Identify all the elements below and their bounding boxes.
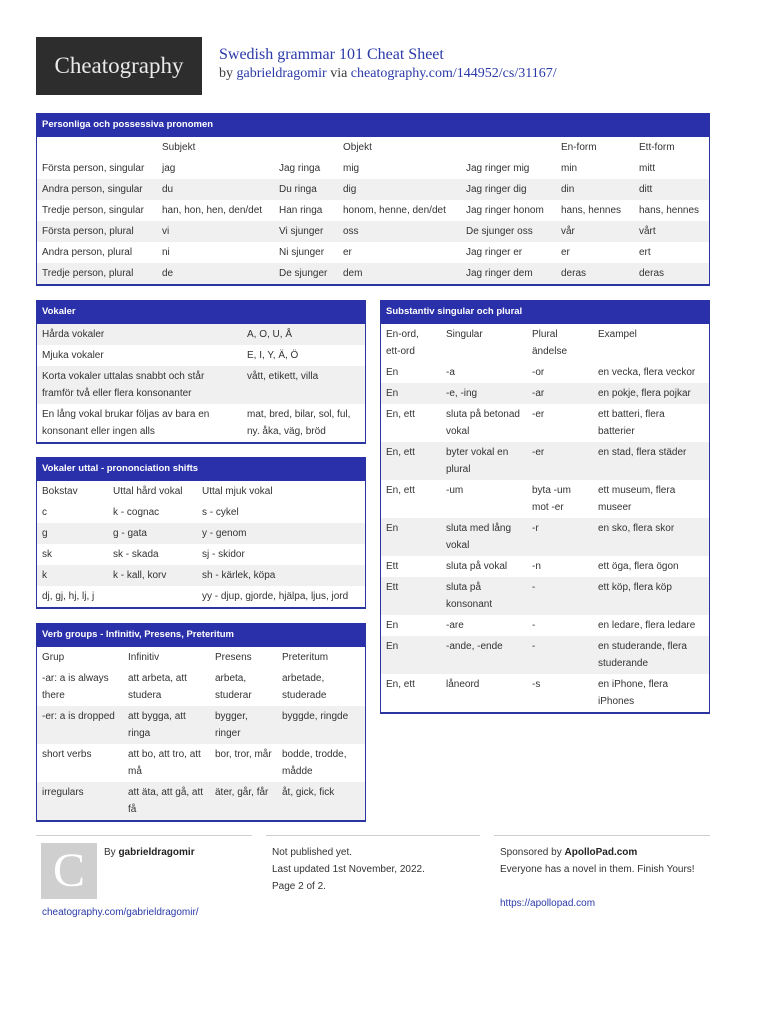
pronouns-table (37, 137, 709, 284)
table-row (381, 442, 709, 480)
table-row (37, 324, 365, 345)
table-cell: g (37, 523, 108, 544)
table-cell: En lång vokal brukar följas av bara en konsonant eller ingen alls (42, 409, 210, 437)
table-row (37, 744, 365, 782)
table-cell: s - cykel (202, 507, 239, 518)
footer-page-number: Page 2 of 2. (272, 881, 326, 892)
table-cell: deras (634, 263, 709, 284)
table-cell: ett museum, flera museer (598, 485, 676, 513)
table-cell: sluta på vokal (446, 561, 508, 572)
footer-author-url[interactable]: cheatography.com/gabrieldragomir/ (42, 907, 199, 918)
table-cell: -er (532, 409, 545, 420)
table-cell: Jag ringer mig (466, 163, 530, 174)
substantiv-section (380, 300, 710, 714)
table-cell: äter, går, får (210, 782, 277, 820)
table-cell: - (527, 636, 593, 674)
table-row (37, 782, 365, 820)
table-cell: Första person, plural (37, 221, 157, 242)
table-cell: en iPhone, flera iPhones (598, 679, 669, 707)
table-cell: -ar (527, 383, 593, 404)
table-row (381, 383, 709, 404)
table-cell: En, ett (386, 409, 415, 420)
table-cell: dem (338, 263, 461, 284)
table-cell: en pokje, flera pojkar (593, 383, 709, 404)
table-cell: ert (639, 247, 651, 258)
footer-not-published: Not published yet. (272, 847, 353, 858)
table-cell: Tredje person, singular (42, 205, 144, 216)
table-row (381, 362, 709, 383)
column-header: En-form (561, 142, 597, 153)
table-row (37, 586, 365, 607)
table-cell: Vi sjunger (274, 221, 338, 242)
table-cell: Du ringa (274, 179, 338, 200)
table-cell: vårt (634, 221, 709, 242)
table-row (37, 242, 709, 263)
column-header: En-ord, ett-ord (386, 329, 419, 357)
column-header: Bokstav (42, 486, 78, 497)
table-row (37, 200, 709, 221)
table-cell: De sjunger (274, 263, 338, 284)
table-cell: att bygga, att ringa (123, 706, 210, 744)
table-row (37, 668, 365, 706)
section-title: Vokaler (37, 300, 365, 324)
footer-divider (266, 835, 480, 836)
table-cell: -or (532, 367, 545, 378)
table-cell: Tredje person, plural (37, 263, 157, 284)
byline (219, 66, 557, 82)
table-cell: en vecka, flera veckor (598, 367, 696, 378)
column-header: Uttal hård vokal (113, 486, 183, 497)
section-title: Substantiv singular och plural (381, 300, 709, 324)
table-cell: Han ringa (279, 205, 323, 216)
table-cell: han, hon, hen, den/det (162, 205, 263, 216)
table-cell: er (343, 247, 352, 258)
table-cell: Ett (381, 577, 441, 615)
table-cell: k - kall, korv (108, 565, 197, 586)
table-cell: sluta på konsonant (441, 577, 527, 615)
table-cell: Jag ringer dig (461, 179, 556, 200)
table-cell: mat, bred, bilar, sol, ful, ny. åka, väg, bröd (247, 409, 351, 437)
table-row (381, 556, 709, 577)
table-cell: y - genom (197, 523, 365, 544)
column-header: Infinitiv (128, 652, 160, 663)
table-cell: ett batteri, flera batterier (598, 409, 665, 437)
table-cell: -s (532, 679, 541, 690)
table-cell: att äta, att gå, att få (123, 782, 210, 820)
page-title: Swedish grammar 101 Cheat Sheet (219, 46, 444, 63)
table-cell: sj - skidor (202, 549, 245, 560)
table-cell: sluta med lång vokal (441, 518, 527, 556)
column-header (461, 137, 556, 158)
column-header: Ett-form (639, 142, 675, 153)
table-cell: En, ett (386, 485, 415, 496)
table-header-row (381, 324, 709, 362)
table-cell: hans, hennes (561, 205, 622, 216)
table-cell: att arbeta, att studera (128, 673, 187, 701)
table-cell: en ledare, flera ledare (598, 620, 696, 631)
table-row (37, 523, 365, 544)
table-cell: er (561, 247, 570, 258)
table-cell: short verbs (42, 749, 92, 760)
table-cell: -ande, -ende (441, 636, 527, 674)
footer-by-label: By (104, 847, 116, 858)
table-header-row (37, 647, 365, 668)
table-cell: honom, henne, den/det (343, 205, 446, 216)
footer-divider (36, 835, 252, 836)
column-header: Objekt (343, 142, 372, 153)
section-title: Vokaler uttal - prononciation shifts (37, 457, 365, 481)
table-cell: mitt (639, 163, 656, 174)
table-row (37, 544, 365, 565)
table-cell: - (532, 620, 536, 631)
table-cell: -um (446, 485, 464, 496)
table-cell: En (386, 620, 399, 631)
table-cell: -a (446, 367, 455, 378)
table-row (37, 263, 709, 284)
footer-sponsor-url[interactable]: https://apollopad.com (500, 898, 596, 909)
table-row (381, 615, 709, 636)
table-cell: vi (157, 221, 274, 242)
table-row (37, 158, 709, 179)
column-header: Subjekt (162, 142, 196, 153)
cheatography-logo[interactable]: Cheatography (36, 37, 202, 95)
table-cell: din (556, 179, 634, 200)
table-cell: Andra person, singular (37, 179, 157, 200)
table-cell: Hårda vokaler (37, 324, 242, 345)
uttal-section (36, 457, 366, 609)
table-cell: -er: a is dropped (37, 706, 123, 744)
table-cell: sk - skada (113, 549, 159, 560)
table-cell: Jag ringer dem (461, 263, 556, 284)
section-title: Personliga och possessiva pronomen (37, 113, 709, 137)
table-cell: bodde, trodde, mådde (282, 749, 347, 777)
table-cell: hans, hennes (639, 205, 700, 216)
table-cell: Ni sjunger (279, 247, 325, 258)
column-header: Preteritum (282, 652, 329, 663)
table-cell: irregulars (37, 782, 123, 820)
table-cell: en studerande, flera studerande (593, 636, 709, 674)
table-cell: de (157, 263, 274, 284)
table-cell: Jag ringer er (466, 247, 523, 258)
table-row (381, 636, 709, 674)
table-cell: mig (343, 163, 360, 174)
table-cell: sk (42, 549, 52, 560)
column-header (37, 137, 157, 158)
table-cell: Korta vokaler uttalas snabbt och står framför två eller flera konsonanter (37, 366, 242, 404)
table-cell: En (381, 636, 441, 674)
table-cell: byta -um mot -er (532, 485, 571, 513)
table-cell: En (386, 367, 399, 378)
column-header (274, 137, 338, 158)
table-row (381, 674, 709, 712)
table-cell: dig (338, 179, 461, 200)
verbs-table (37, 647, 365, 820)
table-cell: Andra person, plural (42, 247, 133, 258)
column-header: Plural ändelse (532, 329, 568, 357)
section-title: Verb groups - Infinitiv, Presens, Preteritum (37, 623, 365, 647)
footer-last-updated: Last updated 1st November, 2022. (272, 864, 425, 875)
table-row (37, 565, 365, 586)
author-avatar[interactable]: C (41, 843, 97, 899)
table-cell: -are (446, 620, 464, 631)
table-cell: En, ett (381, 442, 441, 480)
footer-author (104, 844, 195, 861)
table-cell: bygger, ringer (210, 706, 277, 744)
sheet-url-link[interactable]: cheatography.com/144952/cs/31167/ (350, 66, 557, 81)
table-row (37, 179, 709, 200)
footer-sponsor-name[interactable]: ApolloPad.com (564, 847, 638, 858)
table-cell: ditt (634, 179, 709, 200)
table-cell: Jag ringer honom (466, 205, 544, 216)
table-cell: En, ett (386, 679, 415, 690)
table-cell: c (42, 507, 47, 518)
table-cell: jag (162, 163, 176, 174)
table-cell: ni (162, 247, 170, 258)
table-cell: - (527, 577, 593, 615)
table-row (37, 221, 709, 242)
table-cell: A, O, U, Å (242, 324, 365, 345)
vokaler-table (37, 324, 365, 442)
table-row (381, 480, 709, 518)
column-header: Exampel (598, 329, 637, 340)
table-cell: bor, tror, mår (215, 749, 272, 760)
table-cell: byggde, ringde (277, 706, 365, 744)
table-row (381, 404, 709, 442)
table-row (37, 345, 365, 366)
table-cell: -n (532, 561, 541, 572)
table-cell: E, I, Y, Ä, Ö (247, 350, 299, 361)
table-cell: Jag ringa (279, 163, 321, 174)
table-cell: k (37, 565, 108, 586)
footer-author-name[interactable]: gabrieldragomir (118, 847, 195, 858)
table-cell: en sko, flera skor (593, 518, 709, 556)
column-header: Presens (215, 652, 252, 663)
verbs-section (36, 623, 366, 822)
table-row (37, 502, 365, 523)
table-cell (108, 586, 197, 607)
table-cell: deras (556, 263, 634, 284)
table-cell: åt, gick, fick (277, 782, 365, 820)
pronouns-section (36, 113, 710, 286)
uttal-table (37, 481, 365, 607)
column-header: Grup (42, 652, 65, 663)
byline-via: via (330, 66, 348, 81)
table-cell: -ar: a is always there (42, 673, 109, 701)
table-cell: du (157, 179, 274, 200)
table-header-row (37, 137, 709, 158)
table-cell: Första person, singular (42, 163, 145, 174)
table-cell: De sjunger oss (461, 221, 556, 242)
table-cell: arbeta, studerar (215, 673, 252, 701)
author-link[interactable]: gabrieldragomir (236, 66, 327, 81)
table-cell: yy - djup, gjorde, hjälpa, ljus, jord (202, 591, 349, 602)
table-cell: ett öga, flera ögon (598, 561, 679, 572)
footer-divider (494, 835, 710, 836)
substantiv-table (381, 324, 709, 712)
byline-by: by (219, 66, 233, 81)
column-header: Singular (446, 329, 483, 340)
table-cell: min (561, 163, 578, 174)
table-row (381, 518, 709, 556)
table-header-row (37, 481, 365, 502)
footer-sponsor-text: Everyone has a novel in them. Finish Yours! (500, 864, 695, 875)
table-cell: låneord (446, 679, 480, 690)
table-cell: Ett (386, 561, 399, 572)
table-row (37, 404, 365, 442)
table-cell: -r (527, 518, 593, 556)
table-cell: Mjuka vokaler (42, 350, 104, 361)
table-cell: vår (556, 221, 634, 242)
table-cell: arbetade, studerade (282, 673, 327, 701)
table-row (381, 577, 709, 615)
table-cell: k - cognac (113, 507, 160, 518)
column-header: Uttal mjuk vokal (202, 486, 273, 497)
table-cell: -er (527, 442, 593, 480)
table-cell: byter vokal en plural (441, 442, 527, 480)
footer-sponsor (500, 844, 637, 861)
table-cell: sh - kärlek, köpa (197, 565, 365, 586)
table-cell: g - gata (108, 523, 197, 544)
table-row (37, 366, 365, 404)
table-cell: sluta på betonad vokal (446, 409, 520, 437)
table-row (37, 706, 365, 744)
table-cell: att bo, att tro, att må (128, 749, 201, 777)
table-cell: ett köp, flera köp (593, 577, 709, 615)
table-cell: vått, etikett, villa (242, 366, 365, 404)
vokaler-section (36, 300, 366, 444)
table-cell: En (381, 383, 441, 404)
table-cell: -e, -ing (441, 383, 527, 404)
footer-sponsored-label: Sponsored by (500, 847, 562, 858)
table-cell: dj, gj, hj, lj, j (42, 591, 95, 602)
table-cell: oss (338, 221, 461, 242)
table-cell: en stad, flera städer (593, 442, 709, 480)
table-cell: En (381, 518, 441, 556)
